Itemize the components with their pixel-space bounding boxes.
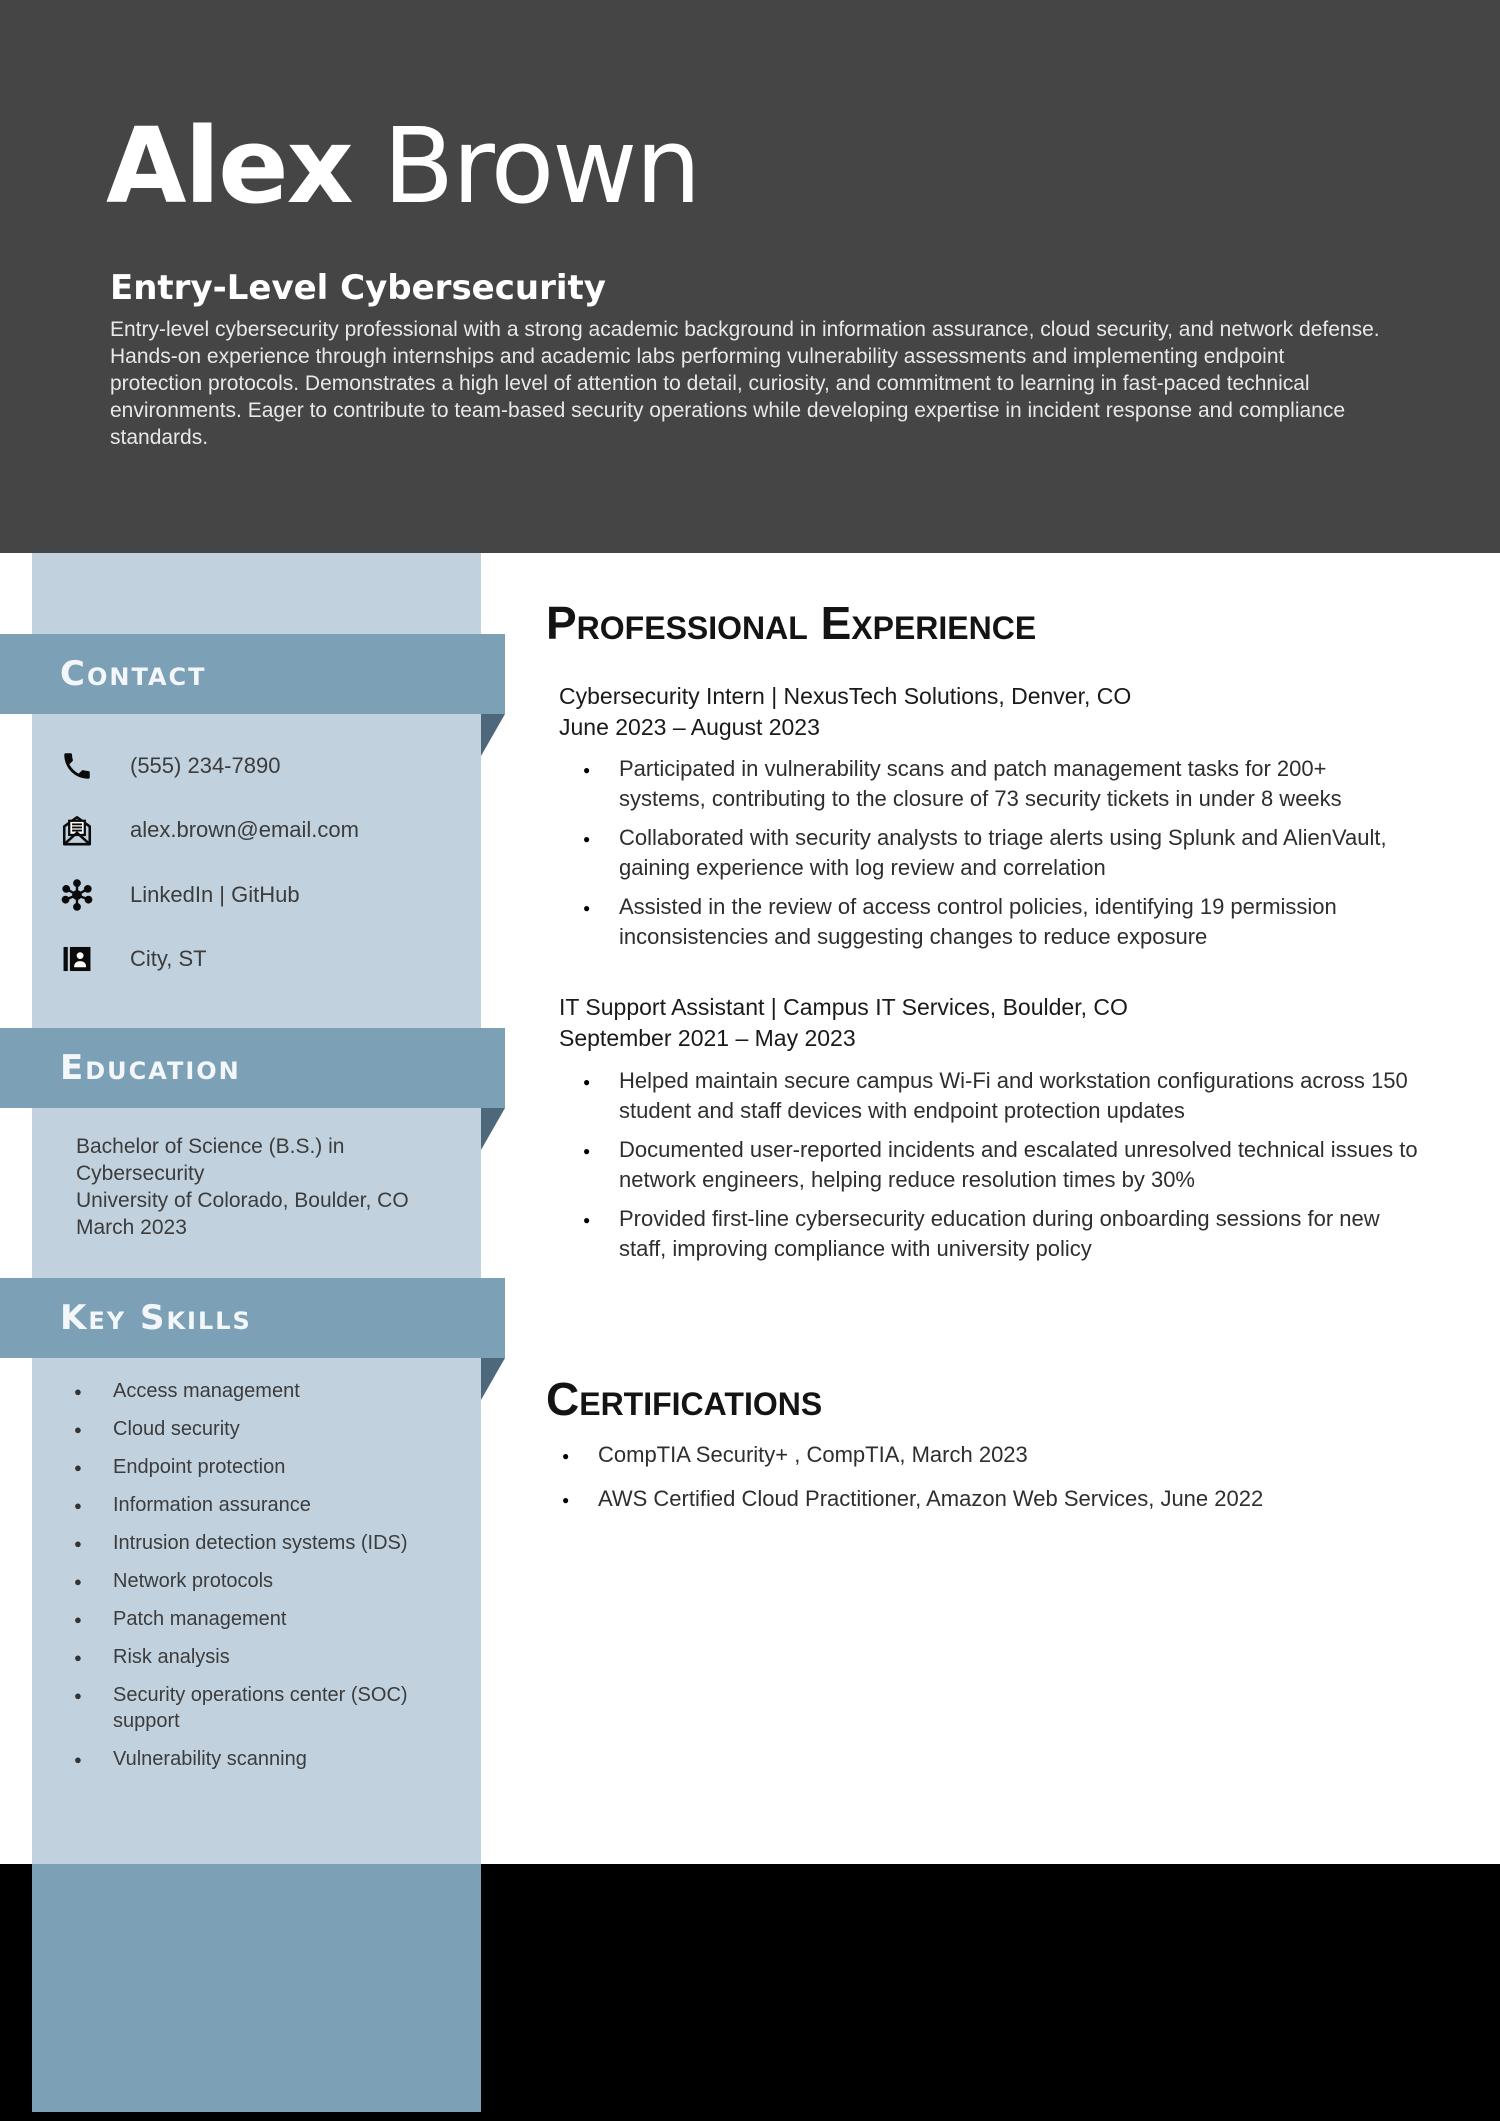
- key-skills-section-header: [0, 1278, 505, 1358]
- experience-section-title: Professional Experience: [546, 597, 1037, 649]
- job-bullet: ● Documented user-reported incidents and escalated unresolved technical issues to network engineers, helping reduce resolution times by 30%: [559, 1135, 1419, 1195]
- certification-item: ● AWS Certified Cloud Practitioner, Amazon Web Services, June 2022: [546, 1484, 1446, 1514]
- education-entry: [76, 1133, 432, 1241]
- job-2-dates: September 2021 – May 2023: [559, 1025, 856, 1051]
- skill-item: ● Endpoint protection: [60, 1454, 452, 1480]
- education-heading: Education: [60, 1048, 241, 1088]
- footer-accent-block: [32, 1864, 481, 2112]
- education-section-header: [0, 1028, 505, 1108]
- skill-item: ● Patch management: [60, 1606, 452, 1632]
- skill-item: ● Vulnerability scanning: [60, 1746, 452, 1772]
- job-1-dates: June 2023 – August 2023: [559, 714, 820, 740]
- job-1-title: Cybersecurity Intern | NexusTech Solutions, Denver, CO: [559, 683, 1132, 709]
- contact-section-header: [0, 634, 505, 714]
- certification-item: ● CompTIA Security+ , CompTIA, March 2023: [546, 1440, 1446, 1470]
- location-value: City, ST: [130, 946, 207, 971]
- contact-card-icon: [60, 942, 94, 976]
- skill-item: ● Intrusion detection systems (IDS): [60, 1530, 452, 1556]
- job-bullet: ● Participated in vulnerability scans and patch management tasks for 200+ systems, contributing to the closure of 73 security tickets in under 8 weeks: [559, 754, 1419, 814]
- contact-row-location: [60, 937, 207, 981]
- skill-item: ● Network protocols: [60, 1568, 452, 1594]
- job-bullet: ● Assisted in the review of access control policies, identifying 19 permission inconsistencies and suggesting changes to reduce exposure: [559, 892, 1419, 952]
- job-bullet: ● Collaborated with security analysts to triage alerts using Splunk and AlienVault, gaining experience with log review and correlation: [559, 823, 1419, 883]
- summary-paragraph: Entry-level cybersecurity professional with a strong academic background in information assurance, cloud security, and network defense. Hands-on experience through internships and academic labs performing vulnerability assessments and implementing endpoint protection protocols. Demonstrates a high level of attention to detail, curiosity, and commitment to learning in fast-paced technical environments. Eager to contribute to team-based security operations while developing expertise in incident response and compliance standards.: [110, 318, 1380, 449]
- first-name: Alex: [106, 105, 352, 227]
- skill-item: ● Security operations center (SOC) support: [60, 1682, 452, 1734]
- phone-value: (555) 234-7890: [130, 753, 281, 778]
- contact-row-email: [60, 808, 359, 852]
- job-1-bullets: [559, 754, 1439, 961]
- contact-heading: Contact: [60, 654, 207, 694]
- key-skills-heading: Key Skills: [60, 1298, 252, 1338]
- education-school: University of Colorado, Boulder, CO: [76, 1189, 409, 1212]
- skills-list: [60, 1378, 452, 1784]
- contact-row-phone: [60, 744, 280, 788]
- last-name: Brown: [382, 105, 700, 227]
- certifications-list: [546, 1440, 1446, 1528]
- education-degree: Bachelor of Science (B.S.) in Cybersecurity: [76, 1135, 345, 1185]
- job-bullet: ● Provided first-line cybersecurity education during onboarding sessions for new staff, improving compliance with university policy: [559, 1204, 1419, 1264]
- skill-item: ● Access management: [60, 1378, 452, 1404]
- skill-item: ● Risk analysis: [60, 1644, 452, 1670]
- job-2-header: [559, 992, 1128, 1054]
- email-icon: [60, 813, 94, 847]
- contact-row-links: [60, 873, 300, 917]
- job-bullet: ● Helped maintain secure campus Wi-Fi and workstation configurations across 150 student and staff devices with endpoint protection updates: [559, 1066, 1419, 1126]
- phone-icon: [60, 749, 94, 783]
- person-name: [106, 105, 700, 227]
- certifications-section-title: Certifications: [546, 1373, 823, 1425]
- job-2-bullets: [559, 1066, 1439, 1273]
- links-value: LinkedIn | GitHub: [130, 882, 300, 907]
- professional-title: Entry-Level Cybersecurity: [110, 268, 606, 308]
- job-1-header: [559, 681, 1131, 743]
- header: [0, 0, 1500, 553]
- skill-item: ● Cloud security: [60, 1416, 452, 1442]
- job-2-title: IT Support Assistant | Campus IT Services, Boulder, CO: [559, 994, 1128, 1020]
- email-value: alex.brown@email.com: [130, 817, 359, 842]
- education-date: March 2023: [76, 1216, 187, 1239]
- network-icon: [60, 878, 94, 912]
- skill-item: ● Information assurance: [60, 1492, 452, 1518]
